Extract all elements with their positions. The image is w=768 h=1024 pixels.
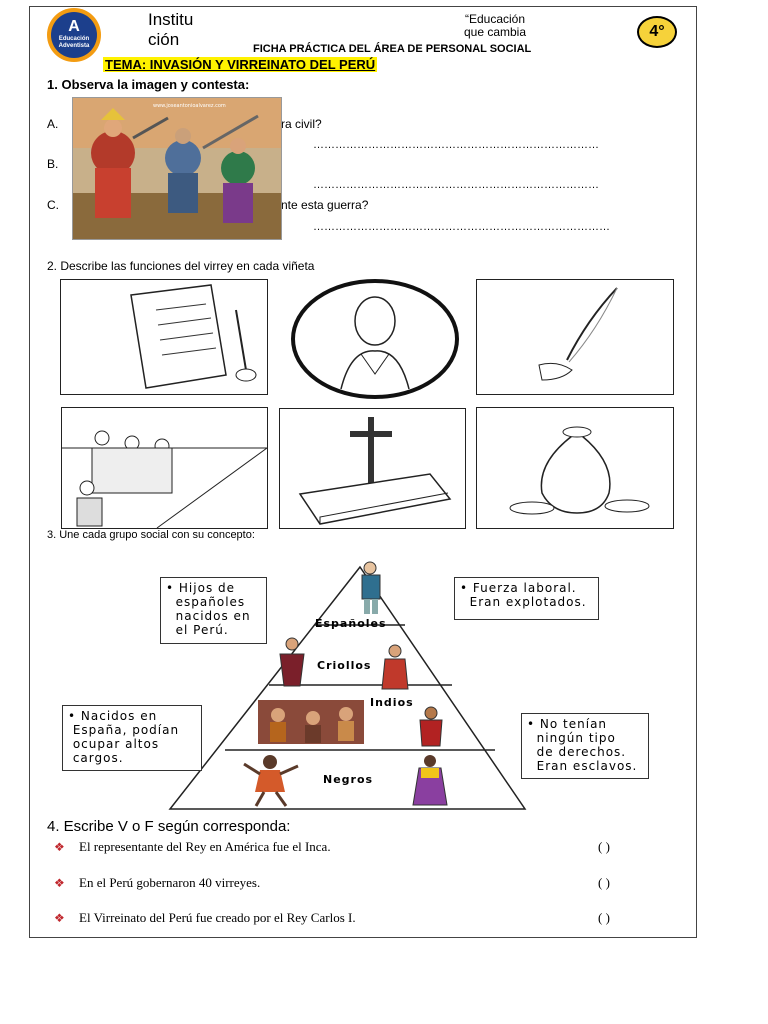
indios-scene-icon: [258, 700, 364, 744]
criollo-figure-icon: [276, 636, 308, 691]
battle-scene-illustration: [73, 98, 281, 239]
logo-text-2: Adventista: [58, 43, 90, 49]
logo-text-1: Educación: [58, 36, 90, 42]
school-motto: “Educación que cambia: [463, 12, 527, 39]
pyramid-level-criollos: Criollos: [317, 659, 372, 672]
panel-quill-pen: [476, 279, 674, 395]
q1-item-a-letter: A.: [47, 117, 59, 131]
pyramid-level-indios: Indios: [370, 696, 414, 709]
panel-crucifix-bible: [279, 408, 466, 529]
institution-name: Institu ción: [148, 10, 194, 49]
question-3-title: 3. Une cada grupo social con su concepto:: [47, 529, 255, 541]
statement-3: El Virreinato del Perú fue creado por el Rey Carlos I.: [79, 910, 356, 925]
quill-pen-icon: [477, 280, 673, 394]
pyramid-level-negros: Negros: [323, 773, 374, 786]
viceroy-portrait-icon: [291, 279, 459, 399]
answer-box-1[interactable]: ( ): [598, 839, 610, 854]
bullet-icon: •: [460, 581, 469, 595]
q1-answer-line-c: ………………………………………………………………………: [313, 221, 610, 233]
spaniard-figure-icon: [350, 560, 398, 616]
q1-item-c-text: nte esta guerra?: [281, 198, 369, 212]
grade-badge: 4°: [637, 16, 677, 48]
panel-court-judges: [61, 407, 268, 529]
bullet-icon: •: [68, 709, 77, 723]
concept-box-criollos: • Hijos de españoles nacidos en el Perú.: [160, 577, 267, 644]
image-caption: www.joseantonioalvarez.com: [153, 103, 226, 109]
answer-box-3[interactable]: ( ): [598, 910, 610, 925]
concept-box-espanoles: • Nacidos en España, podían ocupar altos cargos.: [62, 705, 202, 771]
diamond-bullet-icon: ❖: [54, 876, 65, 890]
panel-money-bag: [476, 407, 674, 529]
statement-1: El representante del Rey en América fue el Inca.: [79, 839, 331, 854]
question-4-title: 4. Escribe V o F según corresponda:: [47, 818, 291, 835]
q1-item-b-letter: B.: [47, 157, 59, 171]
crucifix-icon: [280, 409, 465, 528]
bullet-icon: •: [166, 581, 175, 595]
conquest-war-image: [72, 97, 282, 240]
school-logo: [47, 8, 101, 62]
diamond-bullet-icon: ❖: [54, 911, 65, 925]
question-2-title: 2. Describe las funciones del virrey en cada viñeta: [47, 259, 315, 273]
worksheet-title: FICHA PRÁCTICA DEL ÁREA DE PERSONAL SOCIAL: [253, 43, 532, 55]
pyramid-level-espanoles: Españoles: [315, 617, 387, 630]
scroll-icon: [61, 280, 267, 394]
indio-figure-icon: [416, 706, 446, 748]
bullet-icon: •: [527, 717, 536, 731]
q1-item-c-letter: C.: [47, 198, 59, 212]
concept-box-indios: • Fuerza laboral. Eran explotados.: [454, 577, 599, 620]
q1-item-a-text: ra civil?: [281, 117, 322, 131]
topic-title: TEMA: INVASIÓN Y VIRREINATO DEL PERÚ: [105, 57, 376, 72]
money-bag-icon: [477, 408, 673, 528]
q1-answer-line-b: ……………………………………………………………………: [313, 179, 599, 191]
panel-viceroy-portrait: [291, 279, 459, 399]
judges-icon: [62, 408, 267, 528]
diamond-bullet-icon: ❖: [54, 840, 65, 854]
logo-a-icon: A: [68, 18, 80, 35]
concept-box-negros: • No tenían ningún tipo de derechos. Eran esclavos.: [521, 713, 649, 779]
question-1-title: 1. Observa la imagen y contesta:: [47, 77, 250, 92]
statement-2: En el Perú gobernaron 40 virreyes.: [79, 875, 261, 890]
logo-emblem: [51, 12, 97, 58]
answer-box-2[interactable]: ( ): [598, 875, 610, 890]
panel-decree-scroll: [60, 279, 268, 395]
black-dancer-icon: [240, 752, 302, 807]
criollo-woman-icon: [380, 643, 410, 691]
black-woman-icon: [411, 753, 449, 807]
q1-answer-line-a: ……………………………………………………………………: [313, 139, 599, 151]
